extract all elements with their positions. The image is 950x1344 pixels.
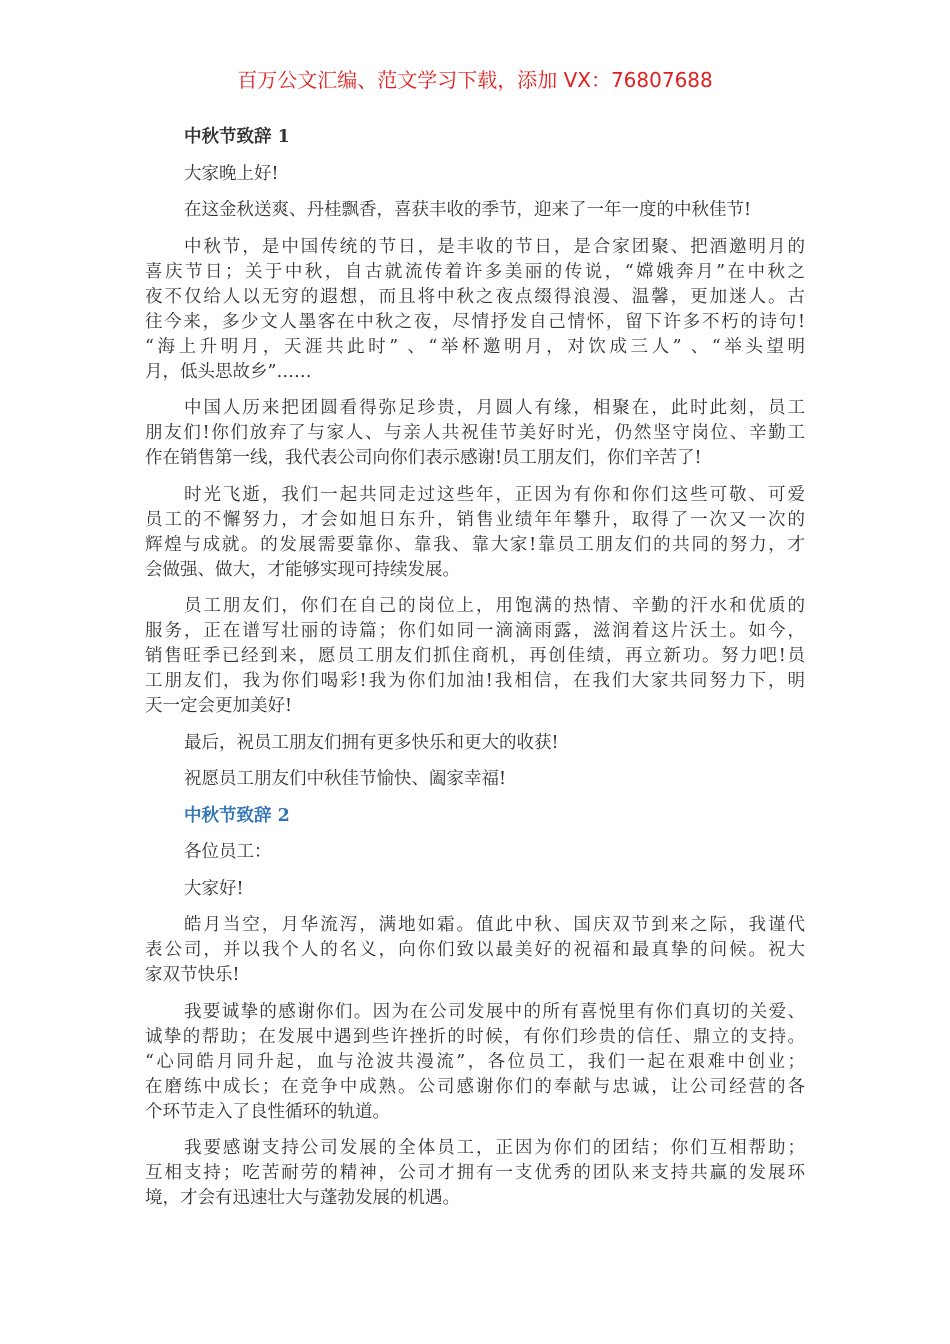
text-line: 皓月当空，月华流泻，满地如霜。值此中秋、国庆双节到来之际，我谨代 <box>184 915 805 935</box>
text-line: 最后，祝员工朋友们拥有更多快乐和更大的收获! <box>184 732 559 753</box>
text-line: 诚挚的帮助；在发展中遇到些许挫折的时候，有你们珍贵的信任、鼎立的支持。 <box>145 1026 805 1047</box>
text-line: 喜庆节日；关于中秋，自古就流传着许多美丽的传说，“嫦娥奔月”在中秋之 <box>145 261 805 282</box>
text-line: 朋友们!你们放弃了与家人、与亲人共祝佳节美好时光，仍然坚守岗位、辛勤工 <box>145 423 805 443</box>
text-line: 我要感谢支持公司发展的全体员工，正因为你们的团结；你们互相帮助； <box>184 1138 805 1158</box>
text-line: 大家好! <box>184 878 244 899</box>
text-line: 月，低头思故乡”…… <box>145 361 312 382</box>
text-line: 天一定会更加美好! <box>145 696 293 716</box>
text-line: 辉煌与成就。的发展需要靠你、靠我、靠大家!靠员工朋友们的共同的努力，才 <box>145 534 805 555</box>
document-body <box>145 125 805 1223</box>
section-heading <box>145 804 805 829</box>
paragraph <box>145 483 805 583</box>
text-line: 个环节走入了良性循环的轨道。 <box>145 1101 390 1122</box>
paragraph <box>145 767 805 792</box>
text-line: 家双节快乐! <box>145 965 240 985</box>
text-line: 中秋节，是中国传统的节日，是丰收的节日，是合家团聚、把酒邀明月的 <box>184 236 805 257</box>
paragraph <box>145 913 805 988</box>
paragraph <box>145 396 805 471</box>
text-line: 往今来，多少文人墨客在中秋之夜，尽情抒发自己情怀，留下许多不朽的诗句! <box>145 311 805 332</box>
text-line: 在这金秋送爽、丹桂飘香，喜获丰收的季节，迎来了一年一度的中秋佳节! <box>184 200 752 220</box>
text-line: 员工的不懈努力，才会如旭日东升，销售业绩年年攀升，取得了一次又一次的 <box>145 509 805 530</box>
text-line: 作在销售第一线，我代表公司向你们表示感谢!员工朋友们，你们辛苦了! <box>145 448 702 468</box>
text-line: 表公司，并以我个人的名义，向你们致以最美好的祝福和最真挚的问候。祝大 <box>145 940 805 960</box>
paragraph <box>145 198 805 223</box>
text-line: 员工朋友们，你们在自己的岗位上，用饱满的热情、辛勤的汗水和优质的 <box>184 596 805 616</box>
text-line: “心同皓月同升起，血与沧波共漫流”，各位员工，我们一起在艰难中创业； <box>145 1051 805 1072</box>
paragraph <box>145 235 805 385</box>
text-line: 中秋节致辞 2 <box>184 805 290 826</box>
text-line: 各位员工： <box>184 842 272 862</box>
text-line: 在磨练中成长；在竞争中成熟。公司感谢你们的奉献与忠诚，让公司经营的各 <box>145 1076 805 1097</box>
text-line: 祝愿员工朋友们中秋佳节愉快、阖家幸福! <box>184 769 507 789</box>
paragraph <box>145 162 805 187</box>
text-line: 服务，正在谱写壮丽的诗篇；你们如同一滴滴雨露，滋润着这片沃土。如今， <box>145 621 805 641</box>
text-line: 中国人历来把团圆看得弥足珍贵，月圆人有缘，相聚在，此时此刻，员工 <box>184 398 805 418</box>
paragraph <box>145 1136 805 1211</box>
paragraph <box>145 840 805 865</box>
text-line: 大家晚上好! <box>184 163 279 184</box>
text-line: “海上升明月，天涯共此时” 、“举杯邀明月，对饮成三人” 、“举头望明 <box>145 336 805 357</box>
text-line: 工朋友们，我为你们喝彩!我为你们加油!我相信，在我们大家共同努力下，明 <box>145 671 805 691</box>
text-line: 时光飞逝，我们一起共同走过这些年，正因为有你和你们这些可敬、可爱 <box>184 484 805 505</box>
paragraph <box>145 877 805 902</box>
section-heading <box>145 125 805 150</box>
text-line: 中秋节致辞 1 <box>184 127 290 147</box>
text-line: 境，才会有迅速壮大与蓬勃发展的机遇。 <box>145 1188 460 1208</box>
text-line: 我要诚挚的感谢你们。因为在公司发展中的所有喜悦里有你们真切的关爱、 <box>184 1001 805 1022</box>
paragraph <box>145 594 805 719</box>
text-line: 夜不仅给人以无穷的遐想，而且将中秋之夜点缀得浪漫、温馨，更加迷人。古 <box>145 286 805 307</box>
text-line: 销售旺季已经到来，愿员工朋友们抓住商机，再创佳绩，再立新功。努力吧!员 <box>145 646 805 666</box>
paragraph <box>145 1000 805 1125</box>
text-line: 会做强、做大，才能够实现可持续发展。 <box>145 559 460 580</box>
paragraph <box>145 731 805 756</box>
text-line: 互相支持；吃苦耐劳的精神，公司才拥有一支优秀的团队来支持共赢的发展环 <box>145 1163 805 1183</box>
promo-banner: 百万公文汇编、范文学习下载，添加 VX：76807688 <box>237 68 713 92</box>
